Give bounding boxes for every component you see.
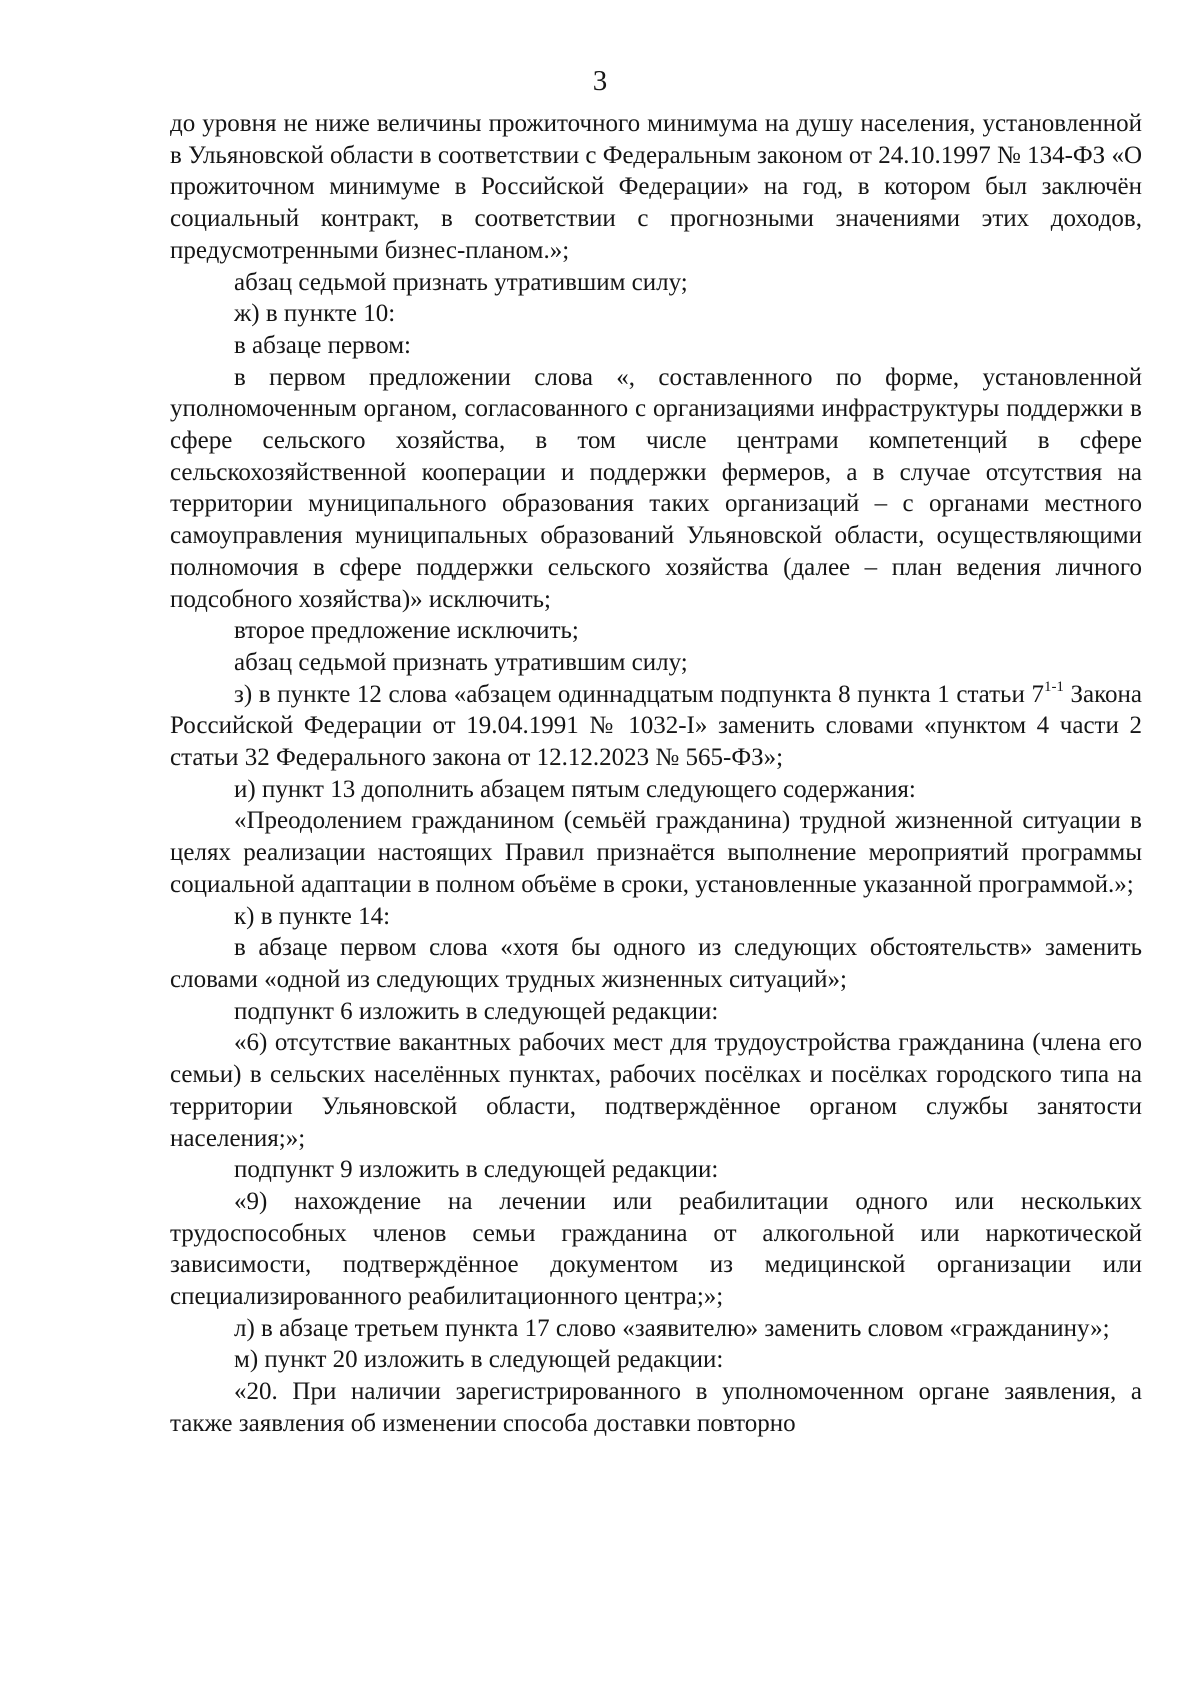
paragraph: в абзаце первом слова «хотя бы одного из следующих обстоятельств» заменить словами «одной из следующих трудных жизненных ситуаций»; (170, 934, 1142, 993)
paragraph-quote: «20. При наличии зарегистрированного в уполномоченном органе заявления, а также заявления об изменении способа доставки повторно (170, 1378, 1142, 1437)
paragraph: подпункт 9 изложить в следующей редакции: (234, 1156, 719, 1184)
paragraph-item-z (170, 679, 1142, 774)
paragraph-item-m: м) пункт 20 изложить в следующей редакции: (234, 1346, 724, 1374)
paragraph-continuation: до уровня не ниже величины прожиточного минимума на душу населения, установленной в Ульяновской области в соответствии с Федеральным законом от 24.10.1997 № 134-ФЗ «О прожиточном минимуме в Российской Федерации» на год, в котором был заключён социальный контракт, в соответствии с прогнозными значениями этих доходов, предусмотренными бизнес-планом.»; (170, 110, 1142, 264)
paragraph-item-i: и) пункт 13 дополнить абзацем пятым следующего содержания: (234, 775, 916, 803)
paragraph-text: з) в пункте 12 слова «абзацем одиннадцатым подпункта 8 пункта 1 статьи (234, 680, 1025, 708)
article-superscript: 1-1 (1043, 678, 1064, 695)
paragraph-item-zh: ж) в пункте 10: (234, 300, 396, 328)
paragraph-item-k: к) в пункте 14: (234, 902, 391, 930)
paragraph: абзац седьмой признать утратившим силу; (234, 648, 688, 676)
paragraph: второе предложение исключить; (234, 617, 579, 645)
paragraph: подпункт 6 изложить в следующей редакции: (234, 997, 719, 1025)
paragraph-quote: «9) нахождение на лечении или реабилитации одного или нескольких трудоспособных членов семьи гражданина от алкогольной или наркотической зависимости, подтверждённое документом из медицинской организации или специализированного реабилитационного центра;»; (170, 1187, 1142, 1311)
paragraph-text: Закона Российской Федерации от 19.04.1991 № 1032-I» заменить словами «пунктом 4 части 2 статьи 32 Федерального закона от 12.12.2023 № 565-ФЗ»; (170, 680, 1143, 772)
page-number: 3 (592, 65, 608, 97)
paragraph-quote: «Преодолением гражданином (семьёй гражданина) трудной жизненной ситуации в целях реализации настоящих Правил признаётся выполнение мероприятий программы социальной адаптации в полном объёме в сроки, установленные указанной программой.»; (170, 807, 1142, 898)
paragraph: абзац седьмой признать утратившим силу; (234, 268, 688, 296)
paragraph: в абзаце первом: (234, 331, 411, 359)
document-body (170, 108, 1142, 1440)
paragraph-item-l: л) в абзаце третьем пункта 17 слово «заявителю» заменить словом «гражданину»; (234, 1314, 1110, 1342)
article-number: 7 (1031, 680, 1044, 708)
paragraph: в первом предложении слова «, составленного по форме, установленной уполномоченным органом, согласованного с организациями инфраструктуры поддержки в сфере сельского хозяйства, в том числе центрами компетенций в сфере сельскохозяйственной кооперации и поддержки фермеров, а в случае отсутствия на территории муниципального образования таких организаций – с органами местного самоуправления муниципальных образований Ульяновской области, осуществляющими полномочия в сфере поддержки сельского хозяйства (далее – план ведения личного подсобного хозяйства)» исключить; (170, 363, 1142, 613)
paragraph-quote: «6) отсутствие вакантных рабочих мест для трудоустройства гражданина (члена его семьи) в сельских населённых пунктах, рабочих посёлках и посёлках городского типа на территории Ульяновской области, подтверждённое органом службы занятости населения;»; (170, 1029, 1142, 1152)
